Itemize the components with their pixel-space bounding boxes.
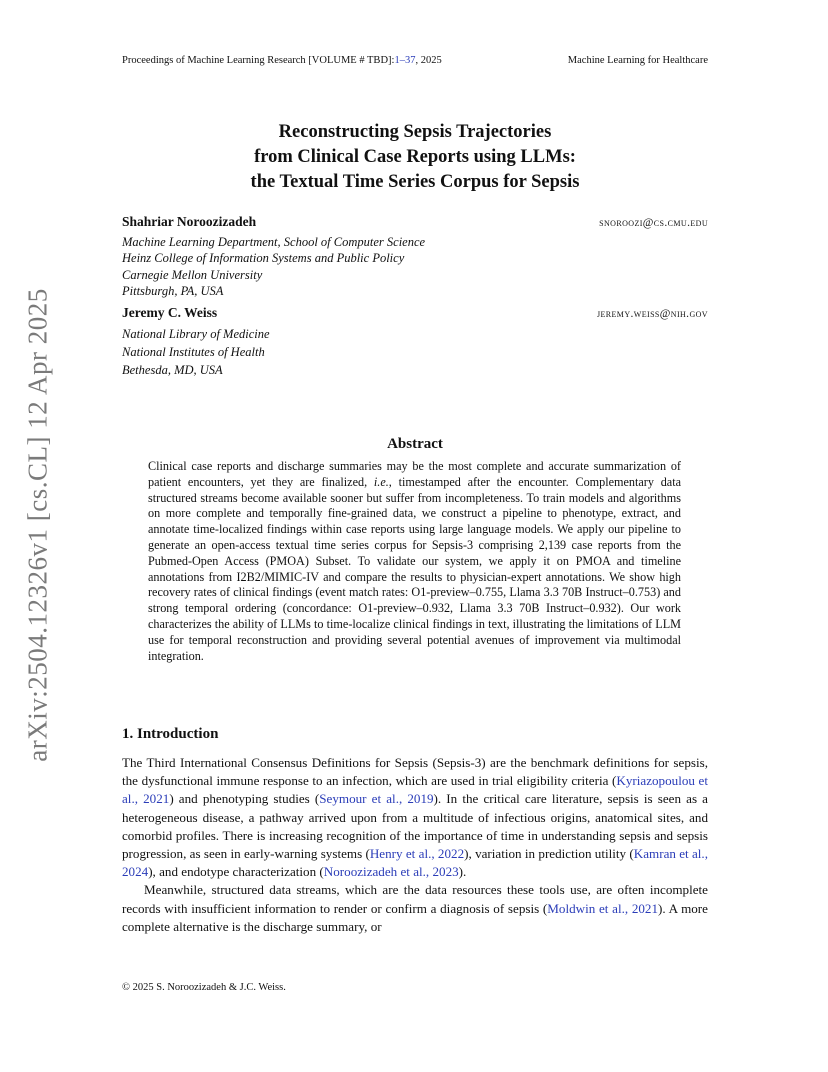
citation-link[interactable]: Seymour et al., 2019 — [319, 791, 434, 807]
affiliation-line: Heinz College of Information Systems and Public Policy — [122, 251, 405, 265]
citation-link[interactable]: Henry et al., 2022 — [369, 846, 465, 862]
paragraph — [122, 754, 708, 881]
text-run: ), and endotype characterization ( — [148, 864, 324, 880]
author-block-1 — [122, 214, 708, 300]
text-run: ) and phenotyping studies ( — [169, 791, 320, 807]
title-line-1: Reconstructing Sepsis Trajectories — [278, 122, 552, 142]
paragraph — [122, 881, 708, 936]
citation-link[interactable]: Kyriazopoulou et al., 2021 — [122, 773, 708, 807]
affiliation-line: Pittsburgh, PA, USA — [122, 284, 224, 298]
affiliation-line: National Library of Medicine — [122, 326, 270, 341]
text-run: Meanwhile, structured data streams, which are the data resources these tools use, are often incomplete records with insufficient information to render or confirm a diagnosis of sepsis ( — [122, 882, 708, 916]
proceedings-label: Proceedings of Machine Learning Research [VOLUME # TBD]: — [122, 55, 395, 66]
author-email[interactable]: snoroozi@cs.cmu.edu — [599, 217, 708, 229]
text-run: ), variation in prediction utility ( — [464, 846, 634, 862]
citation-link[interactable]: Moldwin et al., 2021 — [547, 900, 659, 916]
text-run: ). In the critical care literature, sepsis is seen as a heterogeneous disease, a pathway arrived upon from a multitude of infectious origins, anatomical sites, and comorbid profiles. There is increasing recognition of the importance of time in understanding sepsis and sepsis progression, as seen in early-warning systems ( — [122, 791, 708, 862]
abstract-text — [148, 459, 681, 664]
introduction-text — [122, 754, 708, 936]
text-run: ). — [458, 864, 467, 880]
abstract-heading: Abstract — [387, 436, 443, 452]
page-range-link[interactable]: 1–37 — [394, 55, 416, 66]
text-run: The Third International Consensus Definitions for Sepsis (Sepsis-3) are the benchmark definitions for sepsis, the dysfunctional immune response to an infection, which are used in trial eligibility criteria ( — [122, 755, 708, 789]
author-name: Jeremy C. Weiss — [122, 305, 218, 320]
citation-link[interactable]: Kamran et al., 2024 — [122, 846, 708, 880]
affiliation-line: Bethesda, MD, USA — [122, 362, 223, 377]
affiliation-line: Carnegie Mellon University — [122, 267, 263, 282]
author-name: Shahriar Noroozizadeh — [122, 214, 257, 229]
abstract-text-part: Clinical case reports and discharge summaries may be the most complete and accurate summarization of patient encounters, yet they are finalized, — [148, 459, 681, 489]
author-email[interactable]: jeremy.weiss@nih.gov — [596, 308, 708, 320]
section-heading-introduction: 1. Introduction — [122, 726, 219, 742]
text-run: ). A more complete alternative is the discharge summary, or — [122, 900, 708, 934]
title-line-2: from Clinical Case Reports using LLMs: — [254, 147, 576, 167]
author-block-2 — [122, 305, 708, 379]
citation-link[interactable]: Noroozizadeh et al., 2023 — [323, 864, 459, 880]
running-head — [122, 55, 708, 66]
title-line-3: the Textual Time Series Corpus for Sepsis — [250, 172, 580, 192]
abstract-ie: i.e. — [373, 474, 389, 489]
abstract-text-part: , timestamped after the encounter. Complementary data structured streams become available sooner but suffer from incompleteness. To train models and algorithms on more complete and temporally fine-grained data, we construct a pipeline to phenotype, extract, and annotate time-localized findings within case reports using large language models. We apply our pipeline to generate an open-access textual time series corpus for Sepsis-3 comprising 2,139 case reports from the Pubmed-Open Access (PMOA) Subset. To validate our system, we apply it on PMOA and timeline annotations from I2B2/MIMIC-IV and compare the results to physician-expert annotations. We show high recovery rates of clinical findings (event match rates: O1-preview–0.755, Llama 3.3 70B Instruct–0.753) and strong temporal ordering (concordance: O1-preview–0.932, Llama 3.3 70B Instruct–0.932). Our work characterizes the ability of LLMs to time-localize clinical findings in text, illustrating the limitations of LLM use for temporal reconstruction and providing several potential avenues of improvement via multimodal integration. — [148, 474, 682, 663]
copyright-footer: © 2025 S. Noroozizadeh & J.C. Weiss. — [122, 982, 286, 993]
paper-title — [122, 120, 708, 195]
running-head-left — [122, 55, 442, 66]
affiliation-line: National Institutes of Health — [122, 344, 265, 359]
affiliation-line: Machine Learning Department, School of Computer Science — [122, 234, 426, 249]
year-label: , 2025 — [415, 55, 442, 66]
running-head-right: Machine Learning for Healthcare — [567, 55, 708, 66]
arxiv-identifier-stamp: arXiv:2504.12326v1 [cs.CL] 12 Apr 2025 — [22, 288, 53, 762]
